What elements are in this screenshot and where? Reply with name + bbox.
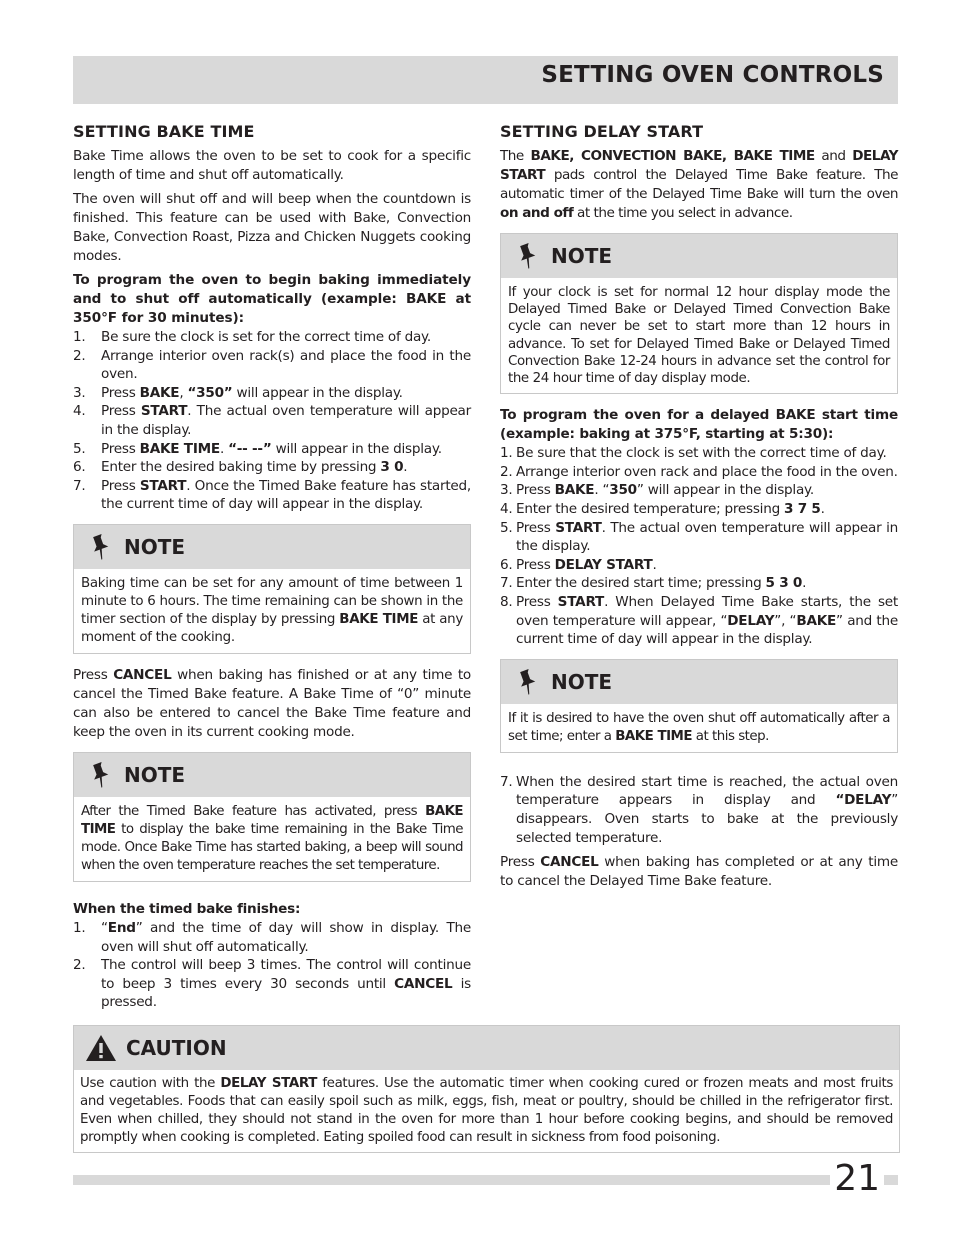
cancel-paragraph bbox=[500, 853, 898, 891]
text-run: is pressed. bbox=[101, 975, 471, 1011]
bold-text: 5 3 0 bbox=[765, 575, 803, 592]
left-column bbox=[73, 120, 471, 1018]
list-item bbox=[73, 384, 471, 403]
step-number: 1. bbox=[500, 445, 513, 462]
bold-text: BAKE TIME bbox=[615, 728, 693, 744]
step-number: 7. bbox=[500, 773, 513, 790]
text-run: ” and the time of day will show in display. The oven will shut off automatically. bbox=[101, 919, 471, 955]
bold-text: BAKE TIME bbox=[139, 440, 220, 457]
text-run: ” will appear in the display. bbox=[636, 482, 814, 499]
text-run: Press bbox=[500, 854, 541, 871]
bold-text: on and off bbox=[500, 205, 574, 221]
text-run: Press bbox=[73, 666, 114, 683]
bold-text: BAKE bbox=[796, 612, 837, 629]
list-item bbox=[500, 481, 898, 500]
pushpin-icon bbox=[90, 533, 112, 561]
text-run: . “ bbox=[594, 482, 610, 499]
text-run: Press bbox=[101, 477, 140, 494]
text-run: at the time you select in advance. bbox=[573, 205, 793, 221]
bold-text: “350” bbox=[187, 384, 233, 401]
step-number: 8. bbox=[500, 593, 513, 610]
note-text bbox=[501, 278, 897, 393]
text-run: Press bbox=[101, 440, 140, 457]
pushpin-icon bbox=[517, 668, 539, 696]
text-run: Use caution with the bbox=[80, 1076, 221, 1091]
list-item bbox=[500, 519, 898, 556]
note-header bbox=[501, 234, 897, 278]
list-item bbox=[73, 440, 471, 459]
note-label: NOTE bbox=[551, 669, 613, 694]
text-run: features. Use the automatic timer when cooking cured or frozen meats and most fruits and vegetables. Foods that can easily spoil such as milk, eggs, fish, meat or poultry, should be chilled in the refrigerator first. Even when chilled, they should not stand in the oven for more than 1 hour before cooking begins, and should be removed promptly when cooking is completed. Eating spoiled food can result in sickness from food poisoning. bbox=[80, 1076, 893, 1145]
bold-text: 350 bbox=[609, 482, 637, 499]
caution-text bbox=[74, 1070, 899, 1152]
text-run: . Once the Timed Bake feature has started, the current time of day will appear in the display. bbox=[101, 477, 471, 513]
bold-text: START bbox=[555, 519, 602, 536]
text-run: Enter the desired start time; pressing bbox=[516, 575, 766, 592]
text-run: Be sure the clock is set for the correct time of day. bbox=[101, 329, 431, 345]
page-title: SETTING OVEN CONTROLS bbox=[541, 62, 884, 88]
text-run: The control will beep 3 times. The control will continue to beep 3 times every 30 seconds until bbox=[101, 957, 471, 992]
list-item bbox=[73, 919, 471, 956]
note-text bbox=[74, 569, 470, 653]
bold-text: START bbox=[140, 403, 188, 420]
note-label: NOTE bbox=[551, 244, 613, 268]
bold-text: 3 7 5 bbox=[784, 501, 821, 517]
bold-text: DELAY START bbox=[220, 1076, 318, 1091]
text-run: Arrange interior oven rack(s) and place the food in the oven. bbox=[101, 347, 471, 383]
text-run: at any moment of the cooking. bbox=[81, 611, 463, 645]
text-run: and bbox=[814, 148, 853, 164]
caution-label: CAUTION bbox=[126, 1036, 227, 1060]
text-run: ”, “ bbox=[774, 612, 797, 629]
bold-text: “-- --” bbox=[228, 440, 272, 457]
text-run: After the Timed Bake feature has activated, press bbox=[81, 803, 426, 819]
text-run: Enter the desired temperature; pressing bbox=[516, 501, 785, 517]
bold-text: BAKE, CONVECTION BAKE, BAKE TIME bbox=[530, 148, 815, 164]
text-run: . bbox=[652, 556, 657, 573]
finish-title: When the timed bake finishes: bbox=[73, 900, 301, 917]
cancel-paragraph bbox=[73, 666, 471, 742]
list-item bbox=[73, 402, 471, 439]
step-number: 5. bbox=[500, 519, 513, 536]
step-number: 1. bbox=[73, 329, 86, 345]
note-header bbox=[74, 753, 470, 797]
note-box bbox=[73, 524, 471, 654]
step-number: 3. bbox=[73, 384, 86, 401]
text-run: Press bbox=[516, 556, 555, 573]
note-text bbox=[501, 704, 897, 752]
delay-start-steps bbox=[500, 444, 898, 649]
paragraph: The oven will shut off and will beep when the countdown is finished. This feature can be used with Bake, Convection Bake, Convection Roast, Pizza and Chicken Nuggets cooking modes. bbox=[73, 191, 471, 264]
note-label: NOTE bbox=[124, 534, 186, 559]
bold-text: CANCEL bbox=[113, 666, 172, 683]
text-run: Press bbox=[516, 519, 556, 536]
text-run: Baking time can be set for any amount of time between 1 minute to 6 hours. The time remaining can be shown in the timer section of the display by pressing bbox=[81, 575, 463, 627]
step-number: 2. bbox=[73, 957, 86, 974]
bold-text: BAKE bbox=[554, 482, 595, 499]
header-bar bbox=[73, 56, 898, 104]
bold-text: START bbox=[139, 477, 187, 494]
list-item bbox=[500, 444, 898, 463]
text-run: Arrange interior oven rack and place the food in the oven. bbox=[516, 463, 898, 480]
text-run: at this step. bbox=[692, 728, 769, 744]
list-item bbox=[73, 477, 471, 514]
footer-bar bbox=[73, 1175, 898, 1185]
text-run: Enter the desired baking time by pressing bbox=[101, 459, 381, 476]
step-number: 6. bbox=[73, 459, 86, 476]
bold-text: CANCEL bbox=[394, 975, 453, 992]
text-run: when baking has finished or at any time to cancel the Timed Bake feature. A Bake Time of “0” minute can also be entered to cancel the Bake Time feature and keep the oven in its current cooking mode. bbox=[73, 666, 471, 740]
bold-text: BAKE TIME bbox=[339, 611, 419, 627]
step-number: 7. bbox=[500, 575, 513, 592]
text-run: . bbox=[820, 501, 825, 517]
step-number: 2. bbox=[73, 347, 86, 364]
list-item bbox=[500, 773, 898, 847]
step-number: 4. bbox=[73, 403, 86, 420]
procedure-intro: To program the oven for a delayed BAKE start time (example: baking at 375°F, starting at 5:30): bbox=[500, 407, 898, 443]
bold-text: CANCEL bbox=[540, 854, 599, 871]
note-box bbox=[500, 659, 898, 753]
text-run: to display the bake time remaining in the Bake Time mode. Once Bake Time has started baking, a beep will sound when the oven temperature reaches the set temperature. bbox=[81, 821, 463, 873]
pushpin-icon bbox=[517, 242, 539, 270]
step-number: 5. bbox=[73, 440, 86, 457]
step-number: 4. bbox=[500, 501, 513, 517]
bold-text: DELAY START bbox=[554, 556, 653, 573]
step-number: 7. bbox=[73, 477, 86, 494]
paragraph: Bake Time allows the oven to be set to cook for a specific length of time and shut off automatically. bbox=[73, 148, 471, 183]
procedure-intro: To program the oven to begin baking immediately and to shut off automatically (example: BAKE at 350°F for 30 minutes): bbox=[73, 272, 471, 326]
text-run: “ bbox=[101, 919, 108, 936]
text-run: . The actual oven temperature will appear in the display. bbox=[101, 403, 471, 438]
bold-text: “DELAY bbox=[835, 792, 892, 809]
step-number: 2. bbox=[500, 463, 513, 480]
text-run: Press bbox=[101, 403, 141, 420]
text-run: when baking has completed or at any time to cancel the Delayed Time Bake feature. bbox=[500, 854, 898, 890]
step-number: 3. bbox=[500, 482, 513, 499]
list-item bbox=[73, 458, 471, 477]
note-header bbox=[74, 525, 470, 569]
text-run: ” and the current time of day will appear in the display. bbox=[516, 612, 898, 648]
page-number: 21 bbox=[830, 1158, 884, 1199]
text-run: If your clock is set for normal 12 hour display mode the Delayed Timed Bake or Delayed Timed Convection Bake cycle can never be set to start more than 12 hours in advance. To set for Delayed Timed Bake or Delayed Timed Convection Bake 12-24 hours in advance set the control for the 24 hour time of day display mode. bbox=[508, 285, 890, 387]
step-number: 1. bbox=[73, 919, 86, 936]
list-item bbox=[73, 956, 471, 1012]
bold-text: DELAY bbox=[727, 612, 775, 629]
note-text bbox=[74, 797, 470, 881]
text-run: Press bbox=[516, 482, 555, 499]
text-run: Press bbox=[516, 593, 558, 610]
text-run: , bbox=[179, 384, 188, 401]
note-box bbox=[500, 233, 898, 394]
text-run: pads control the Delayed Time Bake feature. The automatic timer of the Delayed Time Bake will turn the oven bbox=[500, 167, 898, 202]
text-run: ” disappears. Oven starts to bake at the previously selected temperature. bbox=[516, 792, 898, 846]
bold-text: End bbox=[107, 919, 136, 936]
text-run: . The actual oven temperature will appear in the display. bbox=[516, 519, 898, 555]
start-reached-step bbox=[500, 773, 898, 847]
text-run: . bbox=[802, 575, 807, 592]
text-run: . bbox=[219, 440, 229, 457]
text-run: . When Delayed Time Bake starts, the set oven temperature will appear, “ bbox=[516, 593, 898, 629]
text-run: will appear in the display. bbox=[271, 440, 442, 457]
note-box bbox=[73, 752, 471, 882]
text-run: The bbox=[500, 148, 531, 164]
section-title-delay-start: SETTING DELAY START bbox=[500, 122, 704, 141]
text-run: If it is desired to have the oven shut off automatically after a set time; enter a bbox=[508, 710, 890, 744]
caution-header bbox=[74, 1026, 899, 1070]
list-item bbox=[500, 500, 898, 519]
pushpin-icon bbox=[90, 761, 112, 789]
text-run: will appear in the display. bbox=[232, 384, 403, 401]
text-run: Be sure that the clock is set with the correct time of day. bbox=[516, 445, 887, 462]
bold-text: START bbox=[557, 593, 605, 610]
list-item bbox=[500, 574, 898, 593]
text-run: . bbox=[403, 459, 408, 476]
warning-triangle-icon bbox=[84, 1033, 118, 1063]
bold-text: DELAY START bbox=[500, 148, 899, 183]
section-title-bake-time: SETTING BAKE TIME bbox=[73, 122, 255, 141]
bold-text: 3 0 bbox=[380, 459, 404, 476]
finish-steps bbox=[73, 919, 471, 1012]
note-header bbox=[501, 660, 897, 704]
caution-box bbox=[73, 1025, 900, 1153]
list-item bbox=[73, 347, 471, 384]
bake-time-steps bbox=[73, 328, 471, 514]
paragraph bbox=[500, 147, 898, 223]
text-run: When the desired start time is reached, the actual oven temperature appears in display and bbox=[516, 773, 898, 809]
list-item bbox=[73, 328, 471, 347]
list-item bbox=[500, 463, 898, 482]
list-item bbox=[500, 556, 898, 575]
bold-text: BAKE bbox=[139, 384, 180, 401]
right-column bbox=[500, 120, 898, 896]
list-item bbox=[500, 593, 898, 649]
step-number: 6. bbox=[500, 556, 513, 573]
note-label: NOTE bbox=[124, 762, 186, 787]
text-run: Press bbox=[101, 384, 140, 401]
bold-text: BAKE TIME bbox=[81, 803, 463, 837]
